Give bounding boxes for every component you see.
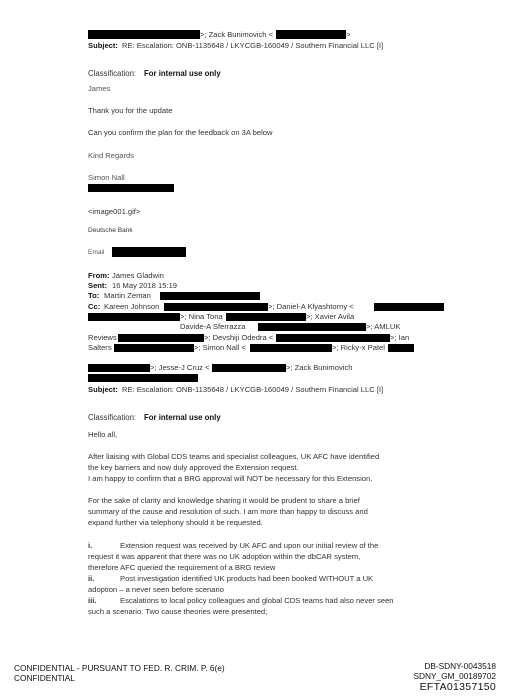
footer-bates-sdny: SDNY_GM_00189702 xyxy=(413,671,496,681)
redaction xyxy=(276,30,346,39)
classification-label-2: Classification: xyxy=(88,413,137,422)
reply-line-2: Can you confirm the plan for the feedback on 3A below xyxy=(88,128,273,137)
list-item-ii-line1: Post investigation identified UK products had been booked WITHOUT a UK xyxy=(120,574,374,583)
sent-value: 16 May 2018 15:19 xyxy=(112,281,178,290)
cc-row2-b: >; Xavier Avila xyxy=(306,312,355,321)
list-item-iii-line1: Escalations to local policy colleagues and global CDS teams had also never seen xyxy=(120,596,394,605)
list-item-ii-number: ii. xyxy=(88,574,95,583)
classification-value: For internal use only xyxy=(144,69,221,78)
cc-value: Kareen Johnson xyxy=(104,302,160,311)
message-greeting: Hello all, xyxy=(88,430,118,439)
redaction xyxy=(112,247,186,257)
reply-company: Deutsche Bank xyxy=(88,227,133,234)
redaction xyxy=(114,344,194,352)
message-p1-line1: After liaising with Global CDS teams and specialist colleagues, UK AFC have identified xyxy=(88,452,380,461)
cc-row5-a: Salters xyxy=(88,343,112,352)
subject-label: Subject: xyxy=(88,41,118,50)
reply-regards: Kind Regards xyxy=(88,151,135,160)
reply-greeting: James xyxy=(88,84,111,93)
redaction xyxy=(88,374,198,382)
redaction xyxy=(88,313,180,321)
redaction xyxy=(164,303,268,311)
redaction xyxy=(88,364,150,372)
redaction xyxy=(374,303,444,311)
subject-label-2: Subject: xyxy=(88,385,118,394)
footer-bates-db: DB-SDNY-0043518 xyxy=(424,661,496,671)
redaction xyxy=(212,364,286,372)
footer-bates-efta: EFTA01357150 xyxy=(419,681,496,693)
cc-row4-a: Reviews xyxy=(88,333,117,342)
to-recipients-tail: >; Zack Bunimovich < xyxy=(200,30,274,39)
list-item-iii-line2: such a scenario. Two cause theories were presented; xyxy=(88,607,268,616)
message-p1-line3: I am happy to confirm that a BRG approval will NOT be necessary for this Extension. xyxy=(88,474,373,483)
subject-value-2: RE: Escalation: ONB-1135648 / LKYCGB-160049 / Southern Financial LLC [I] xyxy=(122,385,384,394)
reply-image-placeholder: <image001.gif> xyxy=(88,207,141,216)
reply-email-label: Email xyxy=(88,249,105,256)
cc-row2-a: >; Nina Tona xyxy=(180,312,223,321)
redaction xyxy=(226,313,306,321)
message-p2-line2: summary of the cause and resolution of such. I am more than happy to discuss and xyxy=(88,507,368,516)
redaction xyxy=(118,334,204,342)
cc-row1-b: >; Daniel-A Klyashtorny < xyxy=(268,302,354,311)
sent-label: Sent: xyxy=(88,281,107,290)
cc-row3-a: Davide-A Sferrazza xyxy=(180,322,246,331)
footer-confidential-pursuant: CONFIDENTIAL - PURSUANT TO FED. R. CRIM. P. 6(e) xyxy=(14,663,225,673)
reply-signature-name: Simon Nall xyxy=(88,173,125,182)
list-item-i-line1: Extension request was received by UK AFC and upon our initial review of the xyxy=(120,541,379,550)
list-item-iii-number: iii. xyxy=(88,596,97,605)
redaction xyxy=(388,344,414,352)
reply-line-1: Thank you for the update xyxy=(88,106,173,115)
classification-value-2: For internal use only xyxy=(144,413,221,422)
redaction xyxy=(160,292,260,300)
message-p1-line2: the key barriers and now duly approved the Extension request. xyxy=(88,463,299,472)
list-item-i-line3: therefore AFC queried the requirement of a BRG review xyxy=(88,563,276,572)
to-label: To: xyxy=(88,291,100,300)
cc-row5-b: >; Simon Nall < xyxy=(194,343,246,352)
cc-row4-b: >; Devshiji Odedra < xyxy=(204,333,274,342)
to-value: Martin Zeman xyxy=(104,291,151,300)
redaction xyxy=(88,184,174,192)
list-item-i-line2: request it was apparent that there was no UK adoption within the dbCAR system, xyxy=(88,552,361,561)
redaction xyxy=(258,323,366,331)
list-item-ii-line2: adoption – a never seen before scenario xyxy=(88,585,224,594)
cc-row3-b: >; AMLUK xyxy=(366,322,401,331)
redaction xyxy=(250,344,332,352)
footer-confidential: CONFIDENTIAL xyxy=(14,673,75,683)
subject-value: RE: Escalation: ONB-1135648 / LKYCGB-160049 / Southern Financial LLC [I] xyxy=(122,41,384,50)
cc-row4-c: >; Ian xyxy=(390,333,410,342)
cc-row5-c: >; Ricky-x Patel xyxy=(332,343,385,352)
redaction xyxy=(88,30,200,39)
to-recipients-close: > xyxy=(346,30,351,39)
cc-row6-b: >; Zack Bunimovich xyxy=(286,363,353,372)
message-p2-line3: expand further via telephony should it be requested. xyxy=(88,518,263,527)
cc-row6-a: >; Jesse-J Cruz < xyxy=(150,363,210,372)
from-value: James Gladwin xyxy=(112,271,164,280)
message-p2-line1: For the sake of clarity and knowledge sharing it would be prudent to share a brief xyxy=(88,496,360,505)
classification-label: Classification: xyxy=(88,69,137,78)
redaction xyxy=(276,334,390,342)
list-item-i-number: i. xyxy=(88,541,93,550)
cc-label: Cc: xyxy=(88,302,101,311)
from-label: From: xyxy=(88,271,110,280)
